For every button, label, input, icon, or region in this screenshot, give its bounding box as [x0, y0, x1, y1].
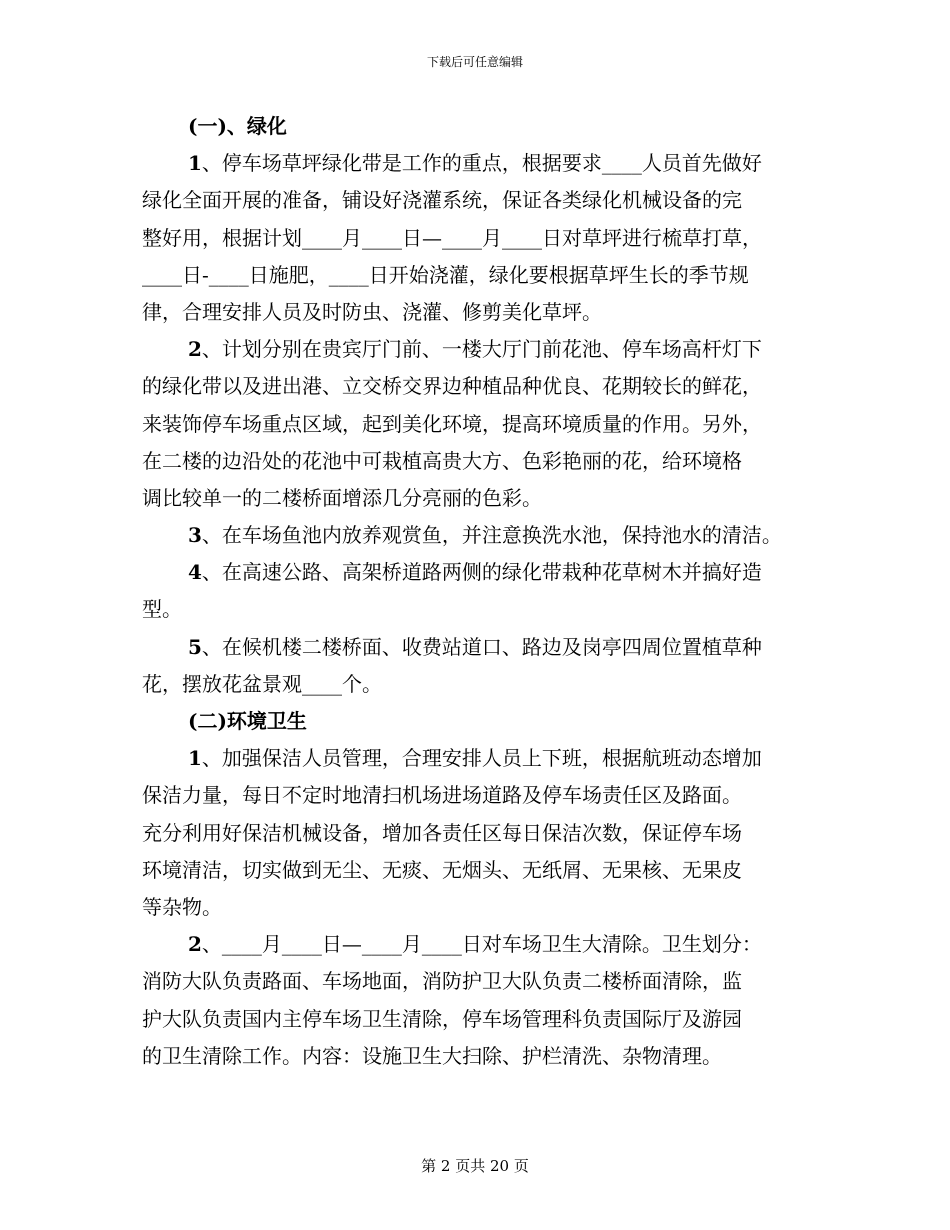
line-text: 、加强保洁人员管理，合理安排人员上下班，根据航班动态增加: [201, 746, 762, 771]
section-heading-sanitation: (二)环境卫生: [188, 709, 307, 733]
paragraph-line: 等杂物。: [142, 894, 222, 919]
line-text: 、在候机楼二楼桥面、收费站道口、路边及岗亭四周位置植草种: [201, 634, 762, 659]
paragraph-line: [142, 926, 808, 963]
item-number: 2: [188, 337, 202, 362]
paragraph-line: 绿化全面开展的准备，铺设好浇灌系统，保证各类绿化机械设备的完: [142, 188, 742, 213]
paragraph-line: 的绿化带以及进出港、立交桥交界边种植品种优良、花期较长的鲜花，: [142, 374, 762, 399]
paragraph-line: ____日-____日施肥，____日开始浇灌，绿化要根据草坪生长的季节规: [142, 262, 749, 287]
line-text: 、停车场草坪绿化带是工作的重点，根据要求____人员首先做好: [201, 151, 762, 176]
paragraph-line: 在二楼的边沿处的花池中可栽植高贵大方、色彩艳丽的花，给环境格: [142, 448, 742, 473]
paragraph-line: 整好用，根据计划____月____日—____月____日对草坪进行梳草打草，: [142, 225, 762, 250]
paragraph-line: 环境清洁，切实做到无尘、无痰、无烟头、无纸屑、无果核、无果皮: [142, 857, 742, 882]
paragraph-line: 来装饰停车场重点区域，起到美化环境，提高环境质量的作用。另外，: [142, 411, 762, 436]
line-text: 、计划分别在贵宾厅门前、一楼大厅门前花池、停车场高杆灯下: [201, 337, 762, 362]
line-text: 、在高速公路、高架桥道路两侧的绿化带栽种花草树木并搞好造: [201, 560, 762, 585]
paragraph-line: 的卫生清除工作。内容：设施卫生大扫除、护栏清洗、杂物清理。: [142, 1043, 722, 1068]
document-body: [142, 108, 808, 1075]
item-number: 2: [188, 932, 202, 957]
paragraph-line: 型。: [142, 597, 182, 622]
section-heading-greening: (一)、绿化: [188, 114, 287, 138]
page-footer: 第 2 页共 20 页: [421, 1157, 529, 1175]
item-number: 4: [188, 560, 202, 585]
paragraph-line: 花，摆放花盆景观____个。: [142, 671, 382, 696]
page-header: 下载后可任意编辑: [426, 55, 523, 69]
item-number: 1: [188, 151, 202, 176]
paragraph-line: [142, 740, 808, 777]
paragraph-line: [142, 554, 808, 591]
paragraph-line: [142, 331, 808, 368]
item-number: 1: [188, 746, 202, 771]
paragraph-line: 消防大队负责路面、车场地面，消防护卫大队负责二楼桥面清除，监: [142, 969, 742, 994]
item-number: 5: [188, 634, 202, 659]
paragraph-line: 保洁力量，每日不定时地清扫机场进场道路及停车场责任区及路面。: [142, 783, 742, 808]
paragraph-line: [142, 629, 808, 666]
item-number: 3: [188, 523, 202, 548]
paragraph-line: 调比较单一的二楼桥面增添几分亮丽的色彩。: [142, 485, 542, 510]
line-text: 、在车场鱼池内放养观赏鱼，并注意换洗水池，保持池水的清洁。: [201, 523, 782, 548]
paragraph-line: [142, 517, 808, 554]
line-text: 、____月____日—____月____日对车场卫生大清除。卫生划分：: [201, 932, 762, 957]
paragraph-line: [142, 145, 808, 182]
paragraph-line: 律，合理安排人员及时防虫、浇灌、修剪美化草坪。: [142, 299, 602, 324]
paragraph-line: 护大队负责国内主停车场卫生清除，停车场管理科负责国际厅及游园: [142, 1006, 742, 1031]
paragraph-line: 充分利用好保洁机械设备，增加各责任区每日保洁次数，保证停车场: [142, 820, 742, 845]
